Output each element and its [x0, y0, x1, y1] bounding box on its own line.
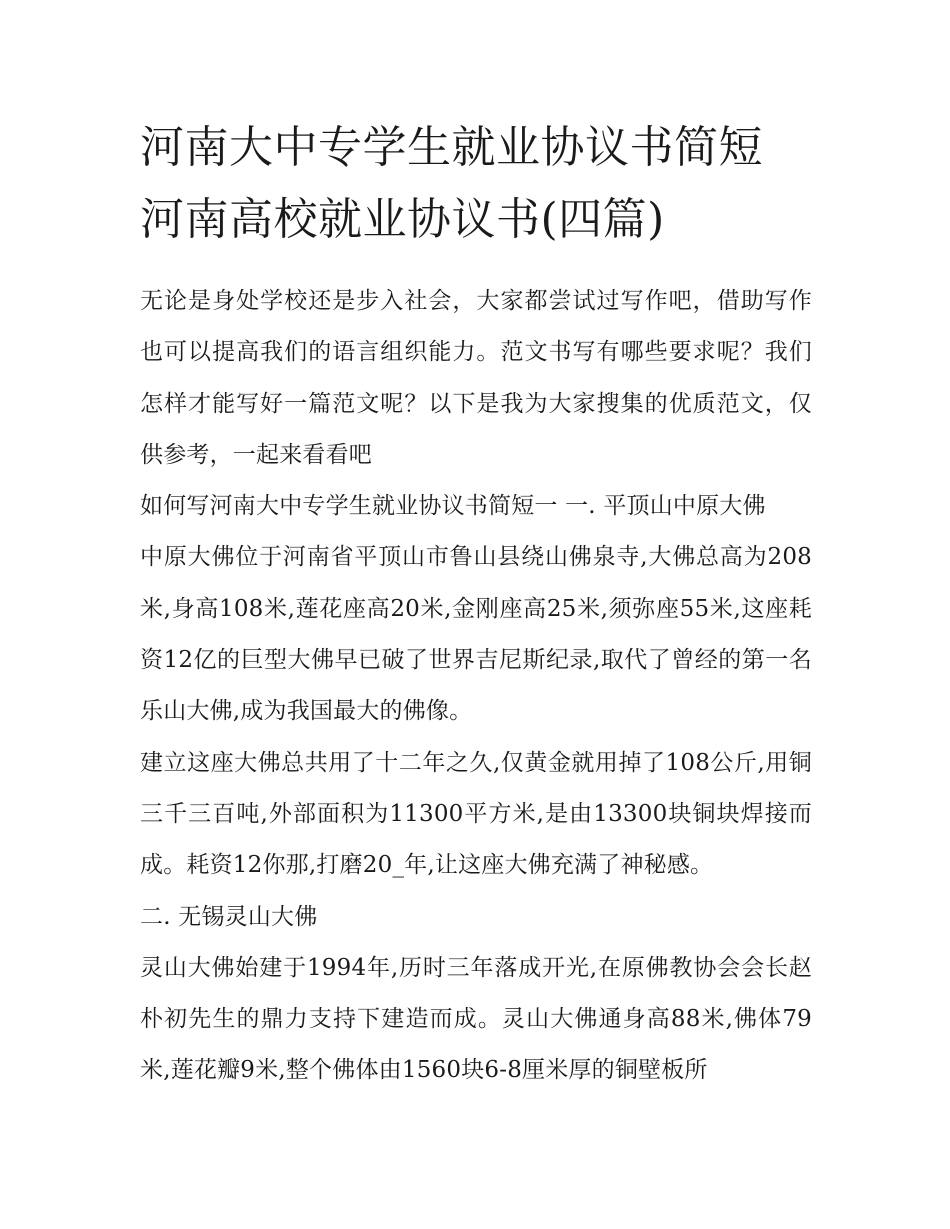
intro-paragraph: 无论是身处学校还是步入社会，大家都尝试过写作吧，借助写作也可以提高我们的语言组织能力。范文书写有哪些要求呢？我们怎样才能写好一篇范文呢？以下是我为大家搜集的优质范文，仅供参考，一起来看看吧	[140, 288, 812, 468]
lingshan-buddha-paragraph: 灵山大佛始建于1994年,历时三年落成开光,在原佛教协会会长赵朴初先生的鼎力支持下建造而成。灵山大佛通身高88米,佛体79米,莲花瓣9米,整个佛体由1560块6-8厘米厚的铜壁板所	[140, 954, 812, 1084]
section-two-heading: 二. 无锡灵山大佛	[140, 903, 318, 930]
construction-paragraph: 建立这座大佛总共用了十二年之久,仅黄金就用掉了108公斤,用铜三千三百吨,外部面积为11300平方米,是由13300块铜块焊接而成。耗资12你那,打磨20_年,让这座大佛充满了神秘感。	[140, 749, 812, 879]
document-title: 河南大中专学生就业协议书简短 河南高校就业协议书(四篇)	[140, 122, 763, 245]
section-one-heading: 如何写河南大中专学生就业协议书简短一 一. 平顶山中原大佛	[140, 493, 766, 520]
zhongyuan-buddha-paragraph: 中原大佛位于河南省平顶山市鲁山县绕山佛泉寺,大佛总高为208米,身高108米,莲花座高20米,金刚座高25米,须弥座55米,这座耗资12亿的巨型大佛早已破了世界吉尼斯纪录,取代了曾经的第一名乐山大佛,成为我国最大的佛像。	[140, 544, 812, 725]
document-body	[140, 276, 812, 1097]
